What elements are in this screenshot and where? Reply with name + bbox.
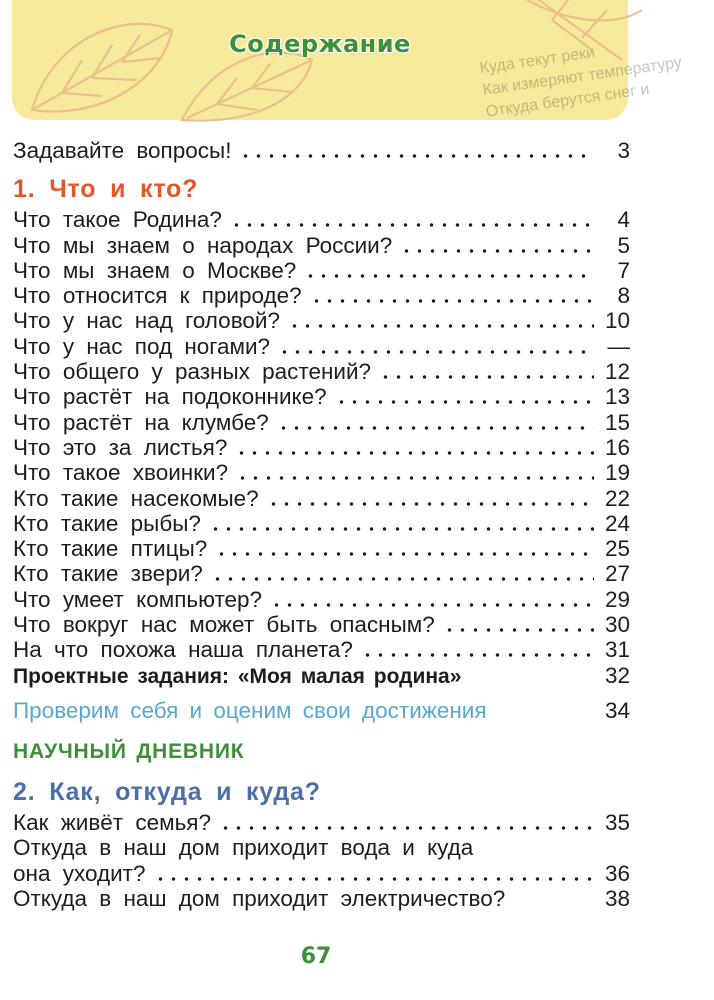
toc-item-page: 16 xyxy=(604,434,630,460)
leader-dots xyxy=(215,552,594,556)
toc-item-page: 38 xyxy=(604,885,630,911)
table-of-contents xyxy=(13,138,630,911)
toc-item-title: Что общего у разных растений? xyxy=(13,359,372,385)
toc-row[interactable] xyxy=(13,587,630,612)
toc-item-title: Откуда в наш дом приходит электричество? xyxy=(13,885,506,911)
section-2-list xyxy=(13,810,630,911)
banner-background-text: Куда текут реки Как измеряют температуру Откуда берутся снег и xyxy=(478,44,683,121)
leader-dots xyxy=(267,502,594,506)
toc-item-title: Что у нас под ногами? xyxy=(13,333,271,359)
toc-row[interactable] xyxy=(13,435,630,460)
toc-item-title: На что похожа наша планета? xyxy=(13,637,353,663)
toc-item-page: 4 xyxy=(617,207,630,233)
toc-item-title: Задавайте вопросы! xyxy=(13,138,232,163)
page-title: Содержание xyxy=(229,30,411,58)
leader-dots xyxy=(361,653,594,657)
toc-item-page: 24 xyxy=(604,510,630,536)
leader-dots xyxy=(277,426,594,430)
toc-item-page: 25 xyxy=(604,536,630,562)
toc-row-line2[interactable] xyxy=(13,861,630,886)
leader-dots xyxy=(400,249,594,253)
toc-row[interactable] xyxy=(13,460,630,485)
toc-row[interactable] xyxy=(13,561,630,586)
toc-row-self-check[interactable] xyxy=(13,697,630,725)
leader-dots xyxy=(288,324,594,328)
leader-dots xyxy=(310,299,594,303)
toc-item-page: — xyxy=(607,333,630,359)
header-banner xyxy=(12,0,683,121)
leader-dots xyxy=(236,476,594,480)
toc-item-page: 31 xyxy=(604,637,630,663)
leader-dots xyxy=(219,826,594,830)
toc-item-page: 19 xyxy=(604,460,630,486)
toc-item-title: Кто такие птицы? xyxy=(13,536,208,562)
toc-item-title: Что умеет компьютер? xyxy=(13,586,263,612)
section-heading-1: 1. Что и кто? xyxy=(13,175,199,204)
toc-item-title: Проектные задания: «Моя малая родина» xyxy=(13,664,462,688)
toc-item-page: 36 xyxy=(604,860,630,886)
toc-item-page: 15 xyxy=(604,409,630,435)
toc-item-page: 8 xyxy=(617,283,630,309)
leader-dots xyxy=(379,375,594,379)
toc-row[interactable] xyxy=(13,637,630,662)
toc-item-title: Что это за листья? xyxy=(13,434,228,460)
toc-row[interactable] xyxy=(13,536,630,561)
toc-item-page: 7 xyxy=(617,257,630,283)
leader-dots xyxy=(154,877,595,881)
toc-item-page: 30 xyxy=(604,612,630,638)
leader-dots xyxy=(211,577,594,581)
toc-item-title-cont: она уходит? xyxy=(13,860,146,886)
section-heading-2: 2. Как, откуда и куда? xyxy=(13,777,321,806)
toc-item-page: 22 xyxy=(604,485,630,511)
toc-row[interactable] xyxy=(13,207,630,232)
toc-row[interactable] xyxy=(13,233,630,258)
toc-item-title: Что вокруг нас может быть опасным? xyxy=(13,612,435,638)
toc-item-title: Проверим себя и оценим свои достижения xyxy=(13,697,487,723)
toc-item-title: Что мы знаем о народах России? xyxy=(13,232,393,258)
toc-item-title: Что относится к природе? xyxy=(13,283,302,309)
leader-dots xyxy=(304,274,594,278)
page-number: 67 xyxy=(300,944,332,969)
leader-dots xyxy=(278,350,594,354)
leader-dots xyxy=(235,451,594,455)
toc-item-page: 3 xyxy=(617,138,630,163)
leader-dots xyxy=(335,400,594,404)
toc-item-title: Как живёт семья? xyxy=(13,809,212,835)
toc-item-page: 12 xyxy=(604,359,630,385)
toc-item-page: 34 xyxy=(604,697,630,723)
toc-row[interactable] xyxy=(13,511,630,536)
toc-item-title: Что растёт на клумбе? xyxy=(13,409,269,435)
leader-dots xyxy=(270,603,594,607)
toc-row[interactable] xyxy=(13,886,630,911)
science-diary-heading[interactable]: НАУЧНЫЙ ДНЕВНИК xyxy=(13,739,245,763)
toc-item-page: 27 xyxy=(604,561,630,587)
toc-item-page: 13 xyxy=(604,384,630,410)
toc-item-title: Кто такие рыбы? xyxy=(13,510,201,536)
toc-row-intro[interactable] xyxy=(13,138,630,163)
toc-row[interactable] xyxy=(13,283,630,308)
toc-item-page: 5 xyxy=(617,232,630,258)
toc-row-line1[interactable] xyxy=(13,835,630,860)
toc-row[interactable] xyxy=(13,486,630,511)
toc-item-title: Что растёт на подоконнике? xyxy=(13,384,327,410)
toc-item-title: Что такое Родина? xyxy=(13,207,222,233)
toc-row[interactable] xyxy=(13,258,630,283)
toc-item-title: Что мы знаем о Москве? xyxy=(13,257,297,283)
leader-dots xyxy=(230,223,594,227)
toc-item-title: Откуда в наш дом приходит вода и куда xyxy=(13,835,474,861)
toc-row[interactable] xyxy=(13,384,630,409)
toc-item-page: 29 xyxy=(604,586,630,612)
toc-item-title: Кто такие звери? xyxy=(13,561,203,587)
leader-dots xyxy=(209,527,594,531)
leader-dots xyxy=(239,154,594,158)
toc-row[interactable] xyxy=(13,410,630,435)
toc-item-title: Кто такие насекомые? xyxy=(13,485,259,511)
toc-row[interactable] xyxy=(13,810,630,835)
toc-item-page: 32 xyxy=(604,662,630,688)
toc-row-project[interactable] xyxy=(13,663,630,688)
toc-item-page: 10 xyxy=(604,308,630,334)
toc-row[interactable] xyxy=(13,359,630,384)
toc-item-page: 35 xyxy=(604,809,630,835)
toc-row[interactable] xyxy=(13,334,630,359)
toc-row[interactable] xyxy=(13,612,630,637)
toc-row[interactable] xyxy=(13,308,630,333)
leader-dots xyxy=(443,628,594,632)
toc-item-title: Что такое хвоинки? xyxy=(13,460,229,486)
toc-item-title: Что у нас над головой? xyxy=(13,308,280,334)
section-1-list xyxy=(13,207,630,725)
